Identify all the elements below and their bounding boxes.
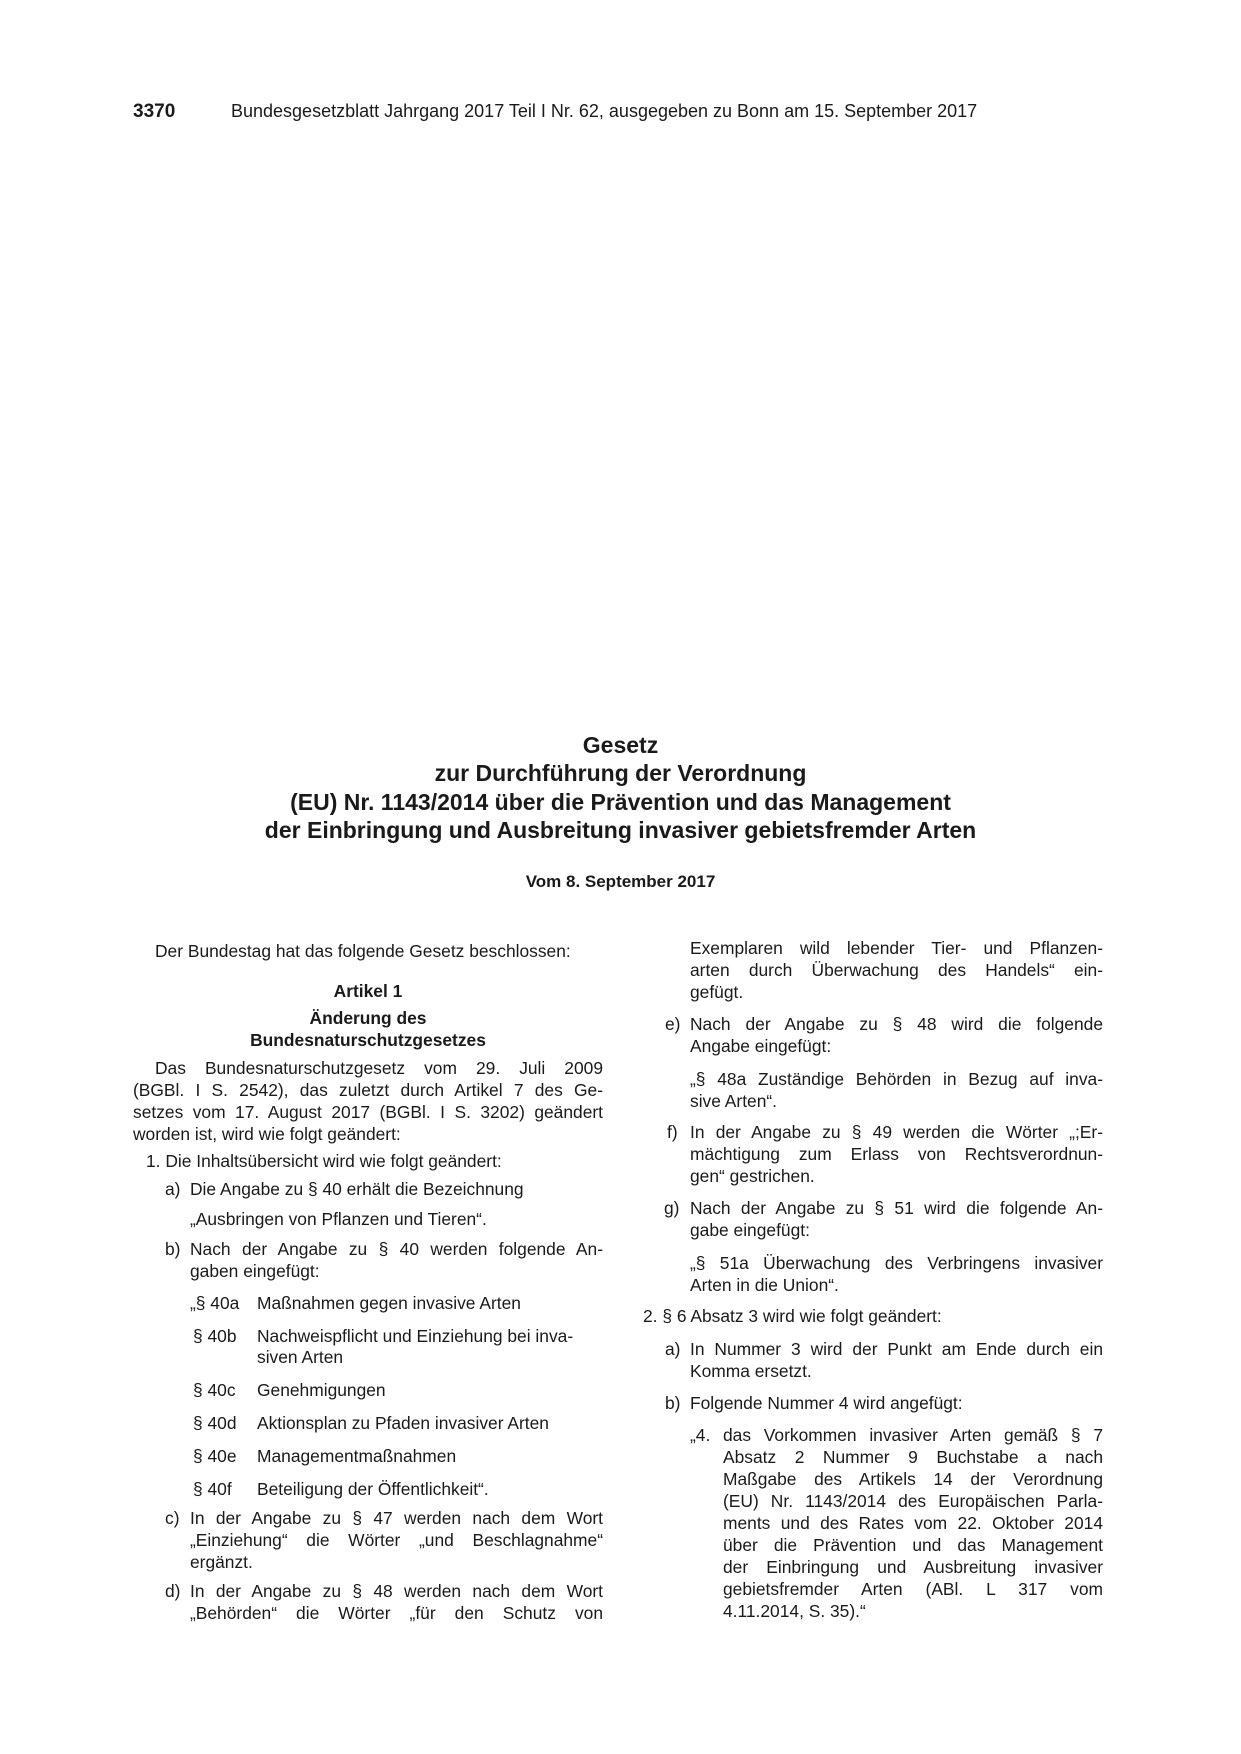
item-f-text: mächtigung zum Erlass von Rechtsverordnun- xyxy=(690,1144,1103,1164)
quote-number: „4. xyxy=(690,1425,711,1445)
item-a2-text: In Nummer 3 wird der Punkt am Ende durch ein xyxy=(690,1339,1103,1359)
title-line: Gesetz xyxy=(582,732,659,758)
item-a-text: Die Angabe zu § 40 erhält die Bezeichnung xyxy=(190,1179,524,1199)
item-label: a) xyxy=(165,1179,181,1199)
section-number: § 40c xyxy=(193,1380,236,1400)
quote-line: ments und des Rates vom 22. Oktober 2014 xyxy=(723,1513,1103,1533)
section-number: § 40f xyxy=(193,1479,232,1499)
item-e-quote: sive Arten“. xyxy=(690,1091,777,1111)
item-e-quote: „§ 48a Zuständige Behörden in Bezug auf inva- xyxy=(690,1069,1103,1089)
list-item-1: 1. Die Inhaltsübersicht wird wie folgt geändert: xyxy=(146,1151,502,1171)
title-line: zur Durchführung der Verordnung xyxy=(434,760,807,787)
item-b-text: gaben eingefügt: xyxy=(190,1261,320,1281)
item-b-text: Nach der Angabe zu § 40 werden folgende An- xyxy=(190,1239,603,1259)
item-e-text: Angabe eingefügt: xyxy=(690,1036,832,1056)
item-d-continuation: gefügt. xyxy=(690,982,744,1002)
quote-line: das Vorkommen invasiver Arten gemäß § 7 xyxy=(723,1425,1103,1445)
section-title: Maßnahmen gegen invasive Arten xyxy=(257,1293,521,1313)
quote-line: Maßgabe des Artikels 14 der Verordnung xyxy=(723,1469,1103,1489)
quote-line: gebietsfremder Arten (ABl. L 317 vom xyxy=(723,1579,1103,1599)
item-label: f) xyxy=(667,1122,678,1142)
item-label: e) xyxy=(665,1014,681,1034)
section-number: § 40d xyxy=(193,1413,237,1433)
item-label: a) xyxy=(665,1339,681,1359)
title-line: (EU) Nr. 1143/2014 über die Prävention und das Management xyxy=(290,788,951,815)
item-label: b) xyxy=(665,1393,681,1413)
item-d-text: „Behörden“ die Wörter „für den Schutz von xyxy=(190,1603,603,1623)
item-label: g) xyxy=(664,1198,680,1218)
item-label: d) xyxy=(165,1581,181,1601)
publication-header: Bundesgesetzblatt Jahrgang 2017 Teil I Nr. 62, ausgegeben zu Bonn am 15. September 2017 xyxy=(231,101,978,121)
item-g-text: gabe eingefügt: xyxy=(690,1220,810,1240)
item-d-text: In der Angabe zu § 48 werden nach dem Wort xyxy=(190,1581,603,1601)
item-a2-text: Komma ersetzt. xyxy=(690,1361,812,1381)
section-title: Aktionsplan zu Pfaden invasiver Arten xyxy=(257,1413,549,1433)
item-e-text: Nach der Angabe zu § 48 wird die folgende xyxy=(690,1014,1103,1034)
section-title: Nachweispflicht und Einziehung bei inva- xyxy=(257,1326,574,1346)
page-number: 3370 xyxy=(133,101,176,122)
list-item-2: 2. § 6 Absatz 3 wird wie folgt geändert: xyxy=(643,1306,942,1326)
item-c-text: „Einziehung“ die Wörter „und Beschlagnahme“ xyxy=(190,1530,603,1550)
item-a-quote: „Ausbringen von Pflanzen und Tieren“. xyxy=(190,1209,487,1229)
section-title: Beteiligung der Öffentlichkeit“. xyxy=(257,1479,489,1499)
item-label: c) xyxy=(165,1508,180,1528)
paragraph-line: setzes vom 17. August 2017 (BGBl. I S. 3202) geändert xyxy=(133,1102,603,1122)
quote-line: (EU) Nr. 1143/2014 des Europäischen Parla- xyxy=(723,1491,1103,1511)
paragraph-line: (BGBl. I S. 2542), das zuletzt durch Artikel 7 des Ge- xyxy=(133,1080,603,1100)
section-number: „§ 40a xyxy=(190,1293,240,1313)
item-f-text: In der Angabe zu § 49 werden die Wörter „;Er- xyxy=(690,1122,1103,1142)
artikel-title: Änderung des xyxy=(309,1008,427,1028)
item-g-quote: Arten in die Union“. xyxy=(690,1275,839,1295)
item-g-text: Nach der Angabe zu § 51 wird die folgende An- xyxy=(690,1198,1103,1218)
item-c-text: In der Angabe zu § 47 werden nach dem Wort xyxy=(190,1508,603,1528)
title-line: der Einbringung und Ausbreitung invasiver gebietsfremder Arten xyxy=(264,816,977,843)
item-g-quote: „§ 51a Überwachung des Verbringens invasiver xyxy=(690,1253,1103,1273)
quote-line: 4.11.2014, S. 35).“ xyxy=(723,1601,866,1621)
section-number: § 40e xyxy=(193,1446,237,1466)
law-date: Vom 8. September 2017 xyxy=(525,872,716,891)
item-d-continuation: Exemplaren wild lebender Tier- und Pflanzen- xyxy=(690,938,1103,958)
quote-line: über die Prävention und das Management xyxy=(723,1535,1103,1555)
quote-line: Absatz 2 Nummer 9 Buchstabe a nach xyxy=(723,1447,1103,1467)
item-label: b) xyxy=(165,1239,181,1259)
quote-line: der Einbringung und Ausbreitung invasiver xyxy=(723,1557,1103,1577)
item-d-continuation: arten durch Überwachung des Handels“ ein- xyxy=(690,960,1103,980)
section-title: Managementmaßnahmen xyxy=(257,1446,457,1466)
artikel-title: Bundesnaturschutzgesetzes xyxy=(250,1030,486,1050)
item-c-text: ergänzt. xyxy=(190,1552,253,1572)
intro-text: Der Bundestag hat das folgende Gesetz beschlossen: xyxy=(155,941,571,961)
section-number: § 40b xyxy=(193,1326,237,1346)
item-b2-text: Folgende Nummer 4 wird angefügt: xyxy=(690,1393,963,1413)
section-title: Genehmigungen xyxy=(257,1380,386,1400)
artikel-heading: Artikel 1 xyxy=(333,981,403,1001)
item-f-text: gen“ gestrichen. xyxy=(690,1166,815,1186)
section-title: siven Arten xyxy=(257,1347,344,1367)
paragraph-line: worden ist, wird wie folgt geändert: xyxy=(133,1124,401,1144)
paragraph-line: Das Bundesnaturschutzgesetz vom 29. Juli 2009 xyxy=(155,1058,603,1078)
